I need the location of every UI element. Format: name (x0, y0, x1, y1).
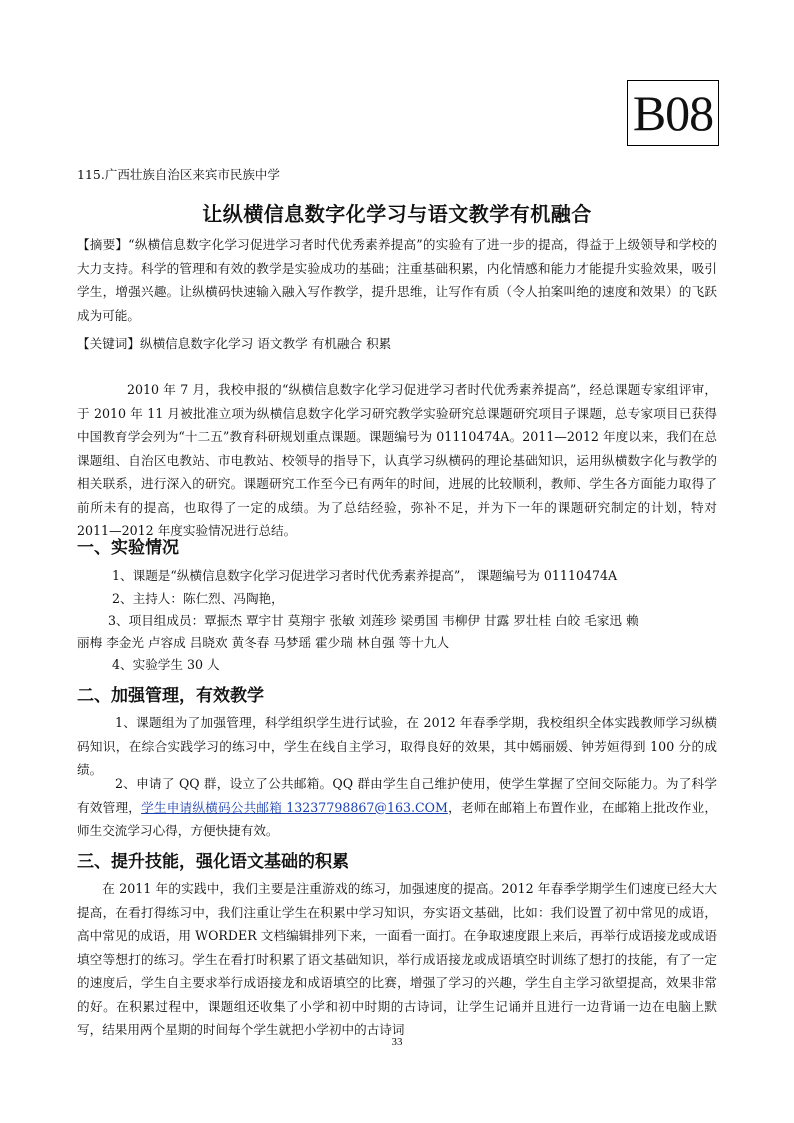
keywords: 【关键词】纵横信息数字化学习 语文教学 有机融合 积累 (77, 336, 392, 351)
list-item: 丽梅 李金光 卢容成 吕晓欢 黄冬春 马梦瑶 霍少瑞 林自强 等十九人 (77, 635, 450, 650)
article-title: 让纵横信息数字化学习与语文教学有机融合 (202, 202, 592, 226)
section2-paragraph-1: 1、课题组为了加强管理，科学组织学生进行试验，在 2012 年春季学期，我校组织全体实践教师学习纵横码知识，在综合实践学习的练习中，学生在线自主学习，取得良好的效果，其中嫣丽媛、钟芳姮得到 100 分的成绩。 (77, 715, 717, 777)
page-number: 33 (391, 1036, 403, 1048)
public-mailbox-link[interactable]: 学生申请纵横码公共邮箱 13237798867@163.COM (141, 799, 448, 815)
list-item: 1、课题是“纵横信息数字化学习促进学习者时代优秀素养提高”， 课题编号为 01110474A (112, 568, 618, 583)
section2-paragraph-2: 2、申请了 QQ 群，设立了公共邮箱。QQ 群由学生自己维护使用，使学生掌握了空间交际能力。为了科学有效管理，学生申请纵横码公共邮箱 13237798867@163.COM，老师在邮箱上布置作业，在邮箱上批改作业，师生交流学习心得，方便快捷有效。 (77, 776, 717, 838)
section-heading-3: 三、提升技能，强化语文基础的积累 (77, 852, 349, 872)
school-name: 115.广西壮族自治区来宾市民族中学 (77, 167, 280, 182)
intro-paragraph (77, 378, 717, 543)
section-heading-2: 二、加强管理，有效教学 (77, 686, 264, 706)
list-item: 4、实验学生 30 人 (112, 657, 220, 672)
list-item: 3、项目组成员：覃振杰 覃宇甘 莫翔宇 张敏 刘莲珍 梁勇国 韦柳伊 甘露 罗壮桂 白皎 毛家迅 赖 (108, 613, 639, 628)
list-item: 2、主持人：陈仁烈、冯陶艳， (112, 591, 284, 606)
intro-text: 2010 年 7 月，我校申报的“纵横信息数字化学习促进学习者时代优秀素养提高”，经总课题专家组评审，于 2010 年 11 月被批准立项为纵横信息数字化学习研究教学实验研究总课题研究项目子课题，总专家项目已获得中国教育学会列为“十二五”教育科研规划重点课题。课题编号为 01110474A。2011—2012 年度以来，我们在总课题组、自治区电教站、市电教站、校领导的指导下，认真学习纵横码的理论基础知识，运用纵横数字化与教学的相关联系，进行深入的研究。课题研究工作至今已有两年的时间，进展的比较顺利，教师、学生各方面能力取得了前所未有的提高，也取得了一定的成绩。为了总结经验，弥补不足，并为下一年的课题研究制定的计划，特对 2011—2012 年度实验情况进行总结。 (77, 382, 717, 538)
section3-paragraph-1: 在 2011 年的实践中，我们主要是注重游戏的练习，加强速度的提高。2012 年春季学期学生们速度已经大大提高，在看打得练习中，我们注重让学生在积累中学习知识，夯实语文基础，比如：我们设置了初中常见的成语，高中常见的成语，用 WORDER 文档编辑排列下来，一面看一面打。在争取速度跟上来后，再举行成语接龙或成语填空等想打的练习。学生在看打时积累了语文基础知识，举行成语接龙或成语填空时训练了想打的技能，有了一定的速度后，学生自主要求举行成语接龙和成语填空的比赛，增强了学习的兴趣，学生自主学习欲望提高，效果非常的好。在积累过程中，课题组还收集了小学和初中时期的古诗词，让学生记诵并且进行一边背诵一边在电脑上默写，结果用两个星期的时间每个学生就把小学初中的古诗词 (77, 881, 717, 1037)
abstract: 【摘要】“纵横信息数字化学习促进学习者时代优秀素养提高”的实验有了进一步的提高，得益于上级领导和学校的大力支持。科学的管理和有效的教学是实验成功的基础；注重基础积累，内化情感和能力才能提升实验效果，吸引学生，增强兴趣。让纵横码快速输入融入写作教学，提升思维，让写作有质（令人拍案叫绝的速度和效果）的飞跃成为可能。 (77, 237, 717, 323)
section-heading-1: 一、实验情况 (77, 538, 179, 558)
document-code-badge: B08 (627, 80, 719, 146)
